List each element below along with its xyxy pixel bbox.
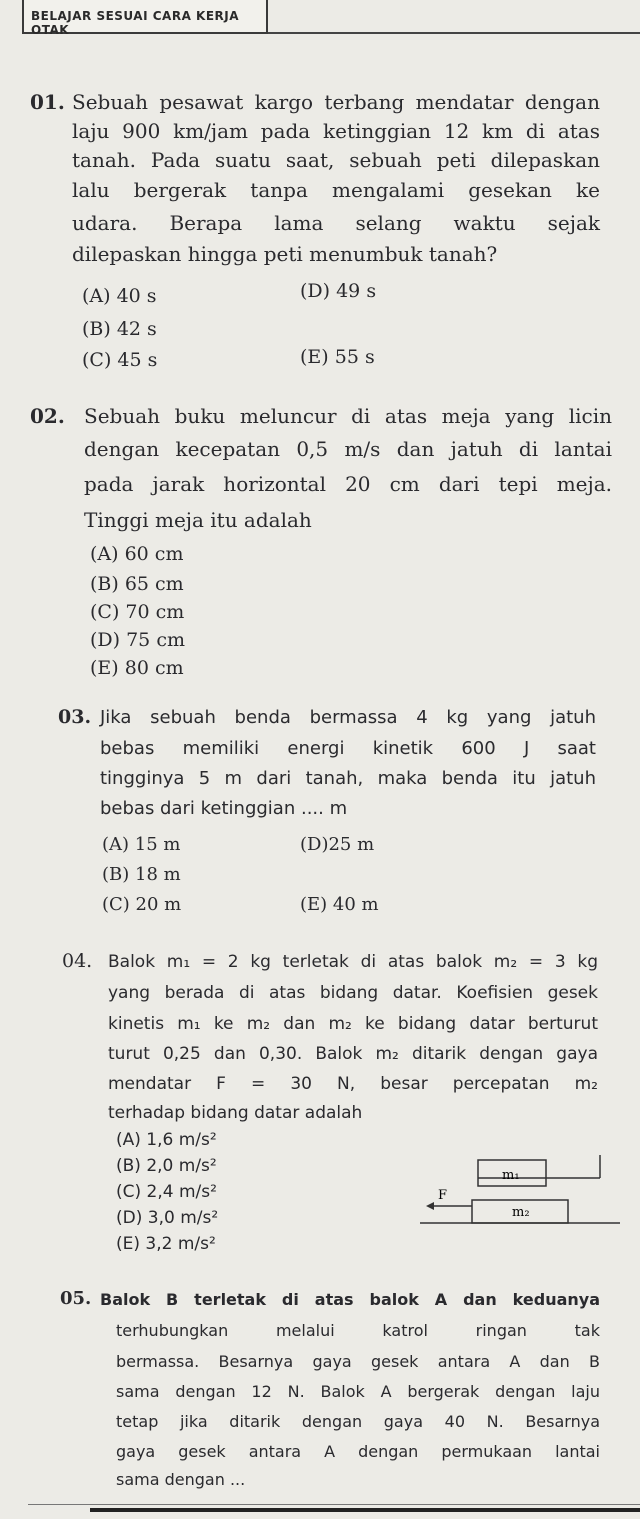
question-text-line: tanah. Pada suatu saat, sebuah peti dilepaskan — [72, 148, 600, 172]
option-c[interactable]: (C) 70 cm — [90, 601, 185, 623]
option-d[interactable]: (D) 3,0 m/s² — [116, 1208, 219, 1228]
option-b[interactable]: (B) 2,0 m/s² — [116, 1156, 217, 1176]
question-text-line: sama dengan ... — [116, 1470, 246, 1489]
option-a[interactable]: (A) 15 m — [102, 834, 181, 855]
option-b[interactable]: (B) 18 m — [102, 864, 181, 885]
question-text-line: bebas memiliki energi kinetik 600 J saat — [100, 738, 596, 759]
header-divider — [268, 32, 640, 34]
option-a[interactable]: (A) 40 s — [82, 285, 157, 307]
blocks-figure — [420, 1150, 620, 1230]
header-box — [22, 0, 268, 37]
option-e[interactable]: (E) 40 m — [300, 894, 379, 915]
question-text-line: bebas dari ketinggian .... m — [100, 798, 348, 819]
question-text-line: mendatar F = 30 N, besar percepatan m₂ — [108, 1074, 598, 1094]
option-d[interactable]: (D) 75 cm — [90, 629, 185, 651]
question-number: 05. — [60, 1288, 92, 1309]
question-text-line: pada jarak horizontal 20 cm dari tepi meja. — [84, 472, 612, 496]
question-text-line: bermassa. Besarnya gaya gesek antara A dan B — [116, 1352, 600, 1371]
force-label: F — [438, 1188, 448, 1203]
question-text-line: dengan kecepatan 0,5 m/s dan jatuh di lantai — [84, 437, 612, 461]
question-text-line: laju 900 km/jam pada ketinggian 12 km di atas — [72, 119, 600, 143]
question-number: 02. — [30, 404, 65, 428]
question-text-line: terhubungkan melalui katrol ringan tak — [116, 1321, 600, 1340]
footer-rule — [90, 1508, 640, 1512]
option-e[interactable]: (E) 3,2 m/s² — [116, 1234, 216, 1254]
question-text-line: Sebuah pesawat kargo terbang mendatar dengan — [72, 90, 600, 114]
question-text-line: tetap jika ditarik dengan gaya 40 N. Besarnya — [116, 1412, 600, 1431]
option-c[interactable]: (C) 20 m — [102, 894, 182, 915]
option-a[interactable]: (A) 1,6 m/s² — [116, 1130, 217, 1150]
question-text-line: Balok B terletak di atas balok A dan keduanya — [100, 1290, 600, 1309]
option-b[interactable]: (B) 65 cm — [90, 573, 184, 595]
question-text-line: sama dengan 12 N. Balok A bergerak dengan laju — [116, 1382, 600, 1401]
header-label: BELAJAR SESUAI CARA KERJA OTAK — [31, 9, 240, 37]
question-text-line: terhadap bidang datar adalah — [108, 1103, 363, 1123]
option-e[interactable]: (E) 55 s — [300, 346, 375, 368]
question-text-line: gaya gesek antara A dengan permukaan lantai — [116, 1442, 600, 1461]
question-text-line: dilepaskan hingga peti menumbuk tanah? — [72, 242, 498, 266]
question-number: 04. — [62, 950, 93, 972]
question-number: 01. — [30, 90, 65, 114]
question-text-line: Balok m₁ = 2 kg terletak di atas balok m₂ = 3 kg — [108, 952, 598, 972]
question-text-line: udara. Berapa lama selang waktu sejak — [72, 211, 600, 235]
option-c[interactable]: (C) 45 s — [82, 349, 158, 371]
option-b[interactable]: (B) 42 s — [82, 318, 157, 340]
option-d[interactable]: (D) 49 s — [300, 280, 377, 302]
option-c[interactable]: (C) 2,4 m/s² — [116, 1182, 217, 1202]
question-text-line: Sebuah buku meluncur di atas meja yang licin — [84, 404, 612, 428]
footer-rule-thin — [28, 1504, 640, 1505]
question-text-line: lalu bergerak tanpa mengalami gesekan ke — [72, 178, 600, 202]
block-m2-label: m₂ — [512, 1205, 530, 1220]
question-text-line: yang berada di atas bidang datar. Koefisien gesek — [108, 983, 598, 1003]
option-a[interactable]: (A) 60 cm — [90, 543, 184, 565]
question-text-line: Jika sebuah benda bermassa 4 kg yang jatuh — [100, 707, 596, 728]
force-arrowhead — [426, 1202, 434, 1210]
question-text-line: turut 0,25 dan 0,30. Balok m₂ ditarik dengan gaya — [108, 1044, 598, 1064]
option-d[interactable]: (D)25 m — [300, 834, 375, 855]
block-m1-label: m₁ — [502, 1168, 520, 1183]
question-number: 03. — [58, 706, 92, 728]
question-text-line: kinetis m₁ ke m₂ dan m₂ ke bidang datar berturut — [108, 1014, 598, 1034]
question-text-line: tingginya 5 m dari tanah, maka benda itu jatuh — [100, 768, 596, 789]
question-text-line: Tinggi meja itu adalah — [84, 508, 312, 532]
option-e[interactable]: (E) 80 cm — [90, 657, 184, 679]
